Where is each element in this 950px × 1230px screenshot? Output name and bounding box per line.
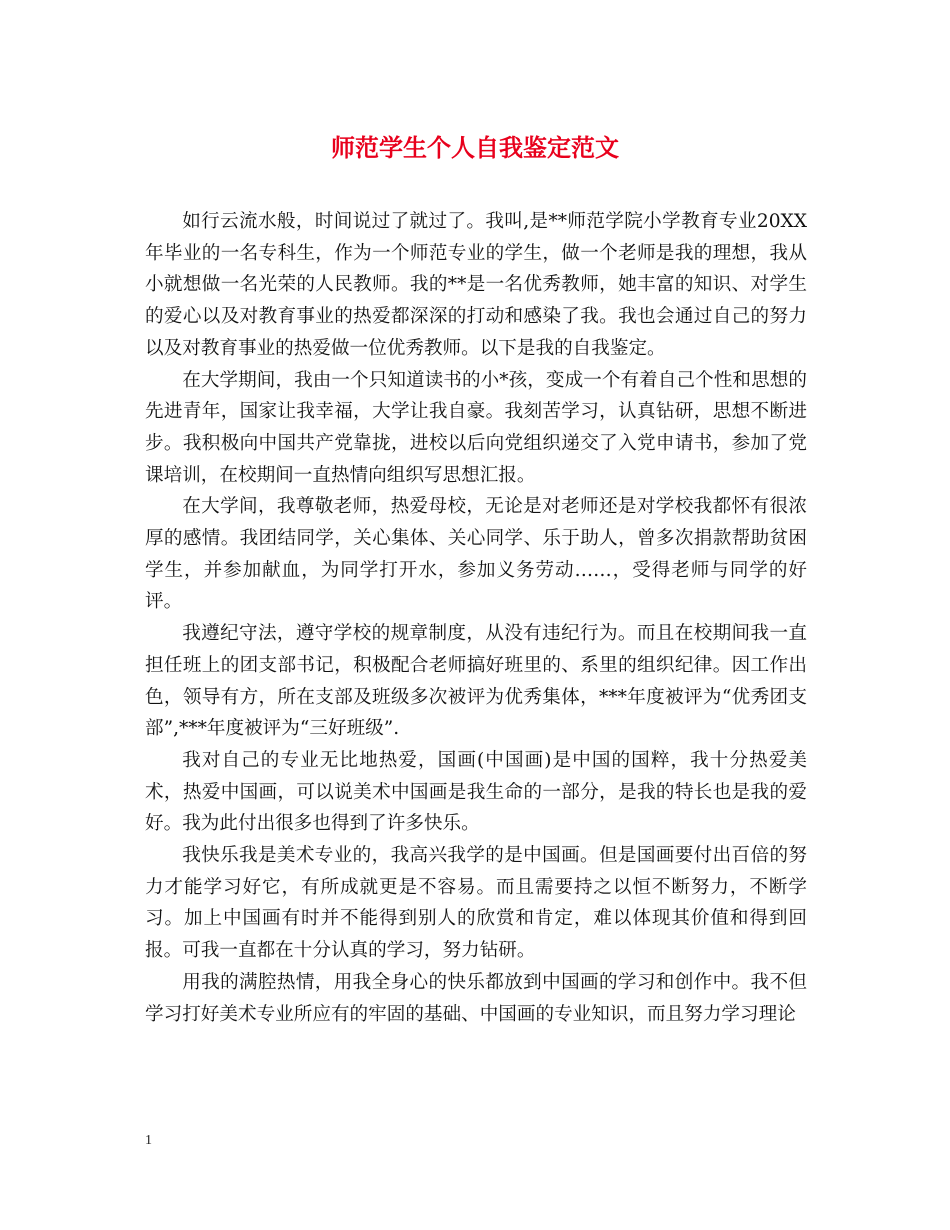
paragraph-7: 用我的满腔热情，用我全身心的快乐都放到中国画的学习和创作中。我不但学习打好美术专业所应有的牢固的基础、中国画的专业知识，而且努力学习理论 bbox=[145, 971, 807, 1025]
paragraph-6: 我快乐我是美术专业的，我高兴我学的是中国画。但是国画要付出百倍的努力才能学习好它，有所成就更是不容易。而且需要持之以恒不断努力，不断学习。加上中国画有时并不能得到别人的欣赏和肯定，难以体现其价值和得到回报。可我一直都在十分认真的学习，努力钻研。 bbox=[145, 845, 807, 962]
page-number: 1 bbox=[145, 1133, 152, 1148]
document-body bbox=[145, 206, 807, 1030]
document-title: 师范学生个人自我鉴定范文 bbox=[331, 133, 619, 162]
paragraph-3: 在大学间，我尊敬老师，热爱母校，无论是对老师还是对学校我都怀有很浓厚的感情。我团结同学，关心集体、关心同学、乐于助人，曾多次捐款帮助贫困学生，并参加献血，为同学打开水，参加义务劳动……，受得老师与同学的好评。 bbox=[145, 496, 807, 613]
paragraph-5: 我对自己的专业无比地热爱，国画(中国画)是中国的国粹，我十分热爱美术，热爱中国画，可以说美术中国画是我生命的一部分，是我的特长也是我的爱好。我为此付出很多也得到了许多快乐。 bbox=[145, 749, 807, 835]
paragraph-1: 如行云流水般，时间说过了就过了。我叫,是**师范学院小学教育专业20XX年毕业的一名专科生，作为一个师范专业的学生，做一个老师是我的理想，我从小就想做一名光荣的人民教师。我的**是一名优秀教师，她丰富的知识、对学生的爱心以及对教育事业的热爱都深深的打动和感染了我。我也会通过自己的努力以及对教育事业的热爱做一位优秀教师。以下是我的自我鉴定。 bbox=[145, 211, 807, 359]
paragraph-2: 在大学期间，我由一个只知道读书的小*孩，变成一个有着自己个性和思想的先进青年，国家让我幸福，大学让我自豪。我刻苦学习，认真钻研，思想不断进步。我积极向中国共产党靠拢，进校以后向党组织递交了入党申请书，参加了党课培训，在校期间一直热情向组织写思想汇报。 bbox=[145, 369, 807, 486]
paragraph-4: 我遵纪守法，遵守学校的规章制度，从没有违纪行为。而且在校期间我一直担任班上的团支部书记，积极配合老师搞好班里的、系里的组织纪律。因工作出色，领导有方，所在支部及班级多次被评为优秀集体，***年度被评为“优秀团支部”,***年度被评为“三好班级”. bbox=[145, 623, 807, 740]
